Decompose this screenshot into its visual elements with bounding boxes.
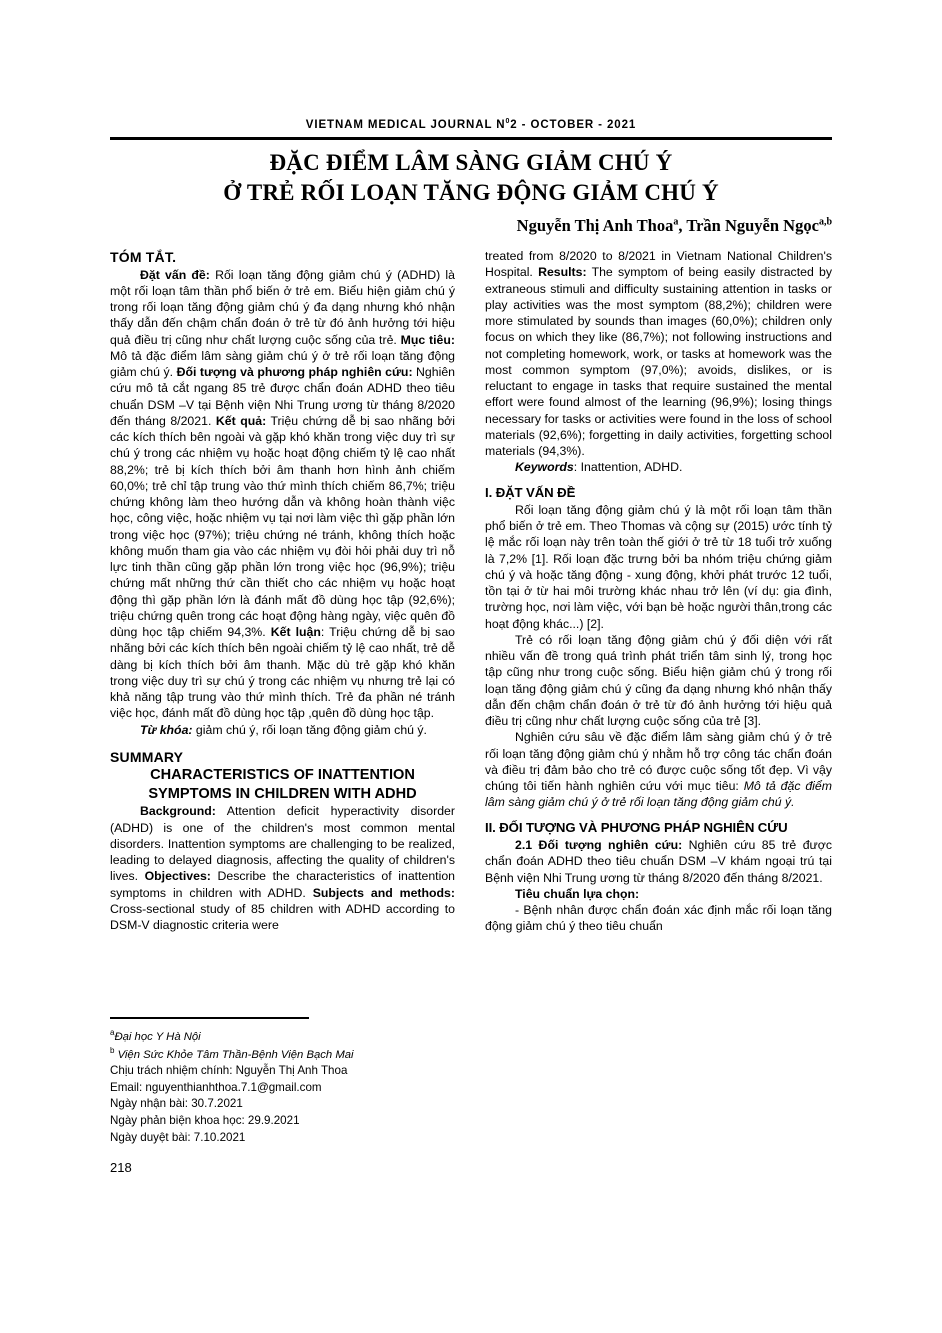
- keywords-en: [485, 459, 832, 475]
- section-2-paragraph-1: [485, 837, 832, 886]
- summary-title-line-2: SYMPTOMS IN CHILDREN WITH ADHD: [148, 785, 417, 802]
- abstract-vi-lead-conclusion: Kết luận: [270, 625, 321, 639]
- abstract-heading-vi: [110, 248, 455, 267]
- abstract-vi-text-5: : Triệu chứng dễ bị sao nhãng bởi các kích thích bên ngoài chiếm tỷ lệ cao nhất, trẻ dễ dàng bị kích thích bởi âm thanh. Mặc dù trẻ gặp khó khăn trong việc duy trì sự chú ý trong các nhiệm vụ nhưng trẻ lại có khả năng tập trung vào thứ mình thích. Trẻ đa phần né tránh việc học, đánh mất đồ dùng học tập ,quên đồ dùng học tập.: [110, 625, 455, 721]
- author-1-affiliation-marker: a: [673, 216, 679, 228]
- abstract-en-continued: [485, 248, 832, 459]
- abstract-heading-vi-text: TÓM TẮT: [110, 249, 173, 265]
- abstract-en-text-2: Describe the characteristics of inattention symptoms in children with ADHD.: [110, 869, 455, 900]
- corresponding-email: Email: nguyenthianhthoa.7.1@gmail.com: [110, 1080, 322, 1094]
- abstract-vi-text-1: Rối loạn tăng động giảm chú ý (ADHD) là một rối loạn tâm thần phổ biến ở trẻ em. Biểu hiện giảm chú ý trong rối loạn tăng động giảm chú ý đa dạng nhưng khó nhận thấy dẫn đến chậm chẩn đoán ở trẻ từ đó ảnh hưởng tới hiệu quả điều trị cũng như chất lượng cuộc sống của trẻ.: [110, 267, 455, 347]
- affiliation-b: [110, 1045, 455, 1063]
- abstract-vi-lead-objective: Mục tiêu:: [400, 332, 455, 347]
- running-head-prefix: VIETNAM MEDICAL JOURNAL N: [305, 118, 506, 131]
- page-title: [110, 148, 832, 209]
- header-divider: [110, 137, 832, 140]
- abstract-vi-text-3: Nghiên cứu mô tả cắt ngang 85 trẻ được chẩn đoán ADHD theo tiêu chuẩn DSM –V tại Bệnh viện Nhi Trung ương từ tháng 8/2020 đến tháng 8/2021.: [110, 365, 456, 428]
- section-1-objective-italic: Mô tả đặc điểm lâm sàng giảm chú ý ở trẻ rối loạn tăng động giảm chú ý.: [485, 779, 832, 810]
- title-line-2: Ở TRẺ RỐI LOẠN TĂNG ĐỘNG GIẢM CHÚ Ý: [223, 180, 719, 206]
- abstract-en-lead-results: Results:: [538, 265, 587, 280]
- abstract-heading-vi-dot: .: [172, 249, 177, 265]
- affiliation-b-text: Viện Sức Khỏe Tâm Thần-Bệnh Viện Bạch Mai: [114, 1048, 354, 1061]
- section-2-subheading-inclusion-text: Tiêu chuẩn lựa chọn:: [515, 886, 640, 901]
- section-1-paragraph-1: Rối loạn tăng động giảm chú ý là một rối loạn tâm thần phổ biến ở trẻ em. Theo Thomas và cộng sự (2015) ước tính tỷ lệ mắc rối loạn này trên toàn thế giới ở trẻ từ 18 tuổi trở xuống là 7,2% [1]. Rối loạn đặc trưng bởi ba nhóm triệu chứng giảm chú ý và hoặc tăng động - xung động, khởi phát trước 12 tuổi, tồn tại ở từ hai môi trường khác nhau trở lên (ví dụ: gia đình, trường học, nơi làm việc, với bạn bè hoặc người thân,trong các hoạt động khác...) [2].: [485, 502, 832, 631]
- section-1-paragraph-3-text: Nghiên cứu sâu về đặc điểm lâm sàng giảm chú ý ở trẻ rối loạn tăng động giảm chú ý nhằm hỗ trợ công tác chẩn đoán và điều trị đảm bảo cho trẻ có được cuộc sống tốt đẹp. Vì vậy chúng tôi tiến hành nghiên cứu với mục tiêu:: [485, 730, 832, 794]
- section-1-heading: I. ĐẶT VẤN ĐỀ: [485, 484, 576, 500]
- footnote-divider: [110, 1017, 309, 1019]
- date-reviewed: Ngày phản biện khoa học: 29.9.2021: [110, 1114, 300, 1128]
- affiliation-a-marker: a: [110, 1028, 115, 1037]
- abstract-en-paragraph: [110, 803, 455, 933]
- affiliation-b-marker: b: [110, 1046, 115, 1056]
- section-1-paragraph-2: Trẻ có rối loạn tăng động giảm chú ý đối diện với rất nhiều vấn đề trong quá trình phát triển tâm sinh lý, trong học tập cũng như trong cuộc sống. Biểu hiện giảm chú ý trong rối loạn tăng động giảm chú ý cũng đa dạng nhưng khó nhận thấy dẫn đến chậm chẩn đoán ở trẻ từ đó ảnh hưởng tới hiệu quả điều trị cũng như chất lượng cuộc sống của trẻ [3].: [485, 632, 832, 729]
- section-2-subject-label: 2.1 Đối tượng nghiên cứu:: [515, 838, 683, 853]
- summary-title-line-1: CHARACTERISTICS OF INATTENTION: [150, 767, 415, 784]
- author-separator: ,: [678, 216, 687, 235]
- corresponding-author: Chịu trách nhiệm chính: Nguyễn Thị Anh Thoa: [110, 1064, 348, 1078]
- abstract-en-lead-objectives: Objectives:: [144, 869, 211, 884]
- author-name-2: Trần Nguyễn Ngọc: [686, 216, 819, 235]
- affiliation-a: [110, 1027, 455, 1045]
- section-2-heading: II. ĐỐI TƯỢNG VÀ PHƯƠNG PHÁP NGHIÊN CỨU: [485, 819, 788, 835]
- right-column: [485, 248, 832, 935]
- abstract-vi-paragraph: [110, 267, 455, 722]
- abstract-en-results-text: The symptom of being easily distracted by extraneous stimuli and difficulty sustaining attention in tasks or play activities was the most symptom (88,2%); children were more stimulated by sounds than images (60,0%); children only focus on which they like (86,7%); not following instructions and not completing homework, work, or tasks at homework was the most common symptom (97,0%); avoids, dislikes, or is reluctant to engage in tasks that require sustained the mental effort were found almost of the learning (96,9%); losing things necessary for tasks or activities were found in the loss of school materials (92,6%); forgetting in daily activities, forgetting school materials (94,3%).: [485, 265, 832, 458]
- abstract-vi-lead-background: Đặt vấn đề:: [140, 267, 210, 282]
- author-2-affiliation-marker: a,b: [818, 216, 832, 228]
- left-column: [110, 248, 455, 933]
- summary-heading: SUMMARY: [110, 748, 184, 765]
- date-accepted: Ngày duyệt bài: 7.10.2021: [110, 1130, 246, 1144]
- abstract-vi-lead-results: Kết quả:: [215, 413, 267, 428]
- section-2-paragraph-2: - Bệnh nhân được chẩn đoán xác định mắc rối loạn tăng động giảm chú ý theo tiêu chuẩn: [485, 903, 832, 934]
- abstract-en-text-1: Attention deficit hyperactivity disorder (ADHD) is one of the children's most common mental disorders. Inattention symptoms are challenging to be realized, leading to delayed diagnosis, affecting the quality of children's lives.: [110, 804, 455, 884]
- section-1-paragraph-3: [485, 729, 832, 810]
- abstract-vi-text-4: Triệu chứng dễ bị sao nhãng bởi các kích thích bên ngoài và gặp khó khăn trong việc duy trì sự chú ý trong các nhiệm vụ hoặc hoạt động chiếm tỷ lệ cao nhất 88,2%; trẻ bị kích thích bởi âm thanh hơn hình ảnh chiếm 60,0%; trẻ chỉ tập trung vào thứ mình thích chiếm 86,7%; triệu chứng không làm theo hướng dẫn và không hoàn thành việc học, công việc, hoặc nhiệm vụ tại nơi làm việc thì gặp phần lớn trong việc học (97%); triệu chứng né tránh, không thích hoặc không muốn tham gia vào các nhiệm vụ đòi hỏi phải duy trì nỗ lực tinh thần cũng gặp phần lớn trong việc học (96,9%); triệu chứng mất những thứ cần thiết cho các nhiệm vụ hoặc hoạt động thì gặp phần lớn là đánh mất đồ dùng học tập (92,6%); triệu chứng quên trong các hoạt động hàng ngày, việc quên đồ dùng học tập chiếm 94,3%.: [110, 413, 455, 639]
- footnote-block: [110, 1027, 455, 1147]
- page-number: 218: [110, 1160, 132, 1175]
- running-head-superscript: 0: [505, 118, 511, 125]
- abstract-en-lead-background: Background:: [140, 804, 216, 819]
- date-received: Ngày nhận bài: 30.7.2021: [110, 1097, 243, 1111]
- abstract-vi-lead-methods: Đối tượng và phương pháp nghiên cứu:: [176, 365, 413, 379]
- keywords-vi: [110, 722, 455, 738]
- affiliation-a-text: Đại học Y Hà Nội: [114, 1030, 201, 1043]
- author-name-1: Nguyễn Thị Anh Thoa: [516, 216, 674, 235]
- abstract-en-text-3: Cross-sectional study of 85 children with ADHD according to DSM-V diagnostic criteria were: [110, 901, 455, 932]
- running-head: [110, 118, 832, 131]
- keywords-en-text: : Inattention, ADHD.: [573, 460, 683, 475]
- running-head-suffix: 2 - OCTOBER - 2021: [510, 118, 637, 131]
- author-line: [110, 216, 832, 236]
- abstract-vi-text-2: Mô tả đặc điểm lâm sàng giảm chú ý ở trẻ rối loạn tăng động giảm chú ý.: [110, 348, 455, 379]
- section-2-subject-text: Nghiên cứu 85 trẻ được chẩn đoán ADHD theo tiêu chuẩn DSM –V khám ngoại trú tại Bệnh viện Nhi Trung ương từ tháng 8/2020 đến tháng 8/2021.: [485, 838, 832, 885]
- section-2-subheading-inclusion: [485, 886, 832, 902]
- keywords-vi-label: Từ khóa:: [140, 722, 193, 737]
- keywords-vi-text: giảm chú ý, rối loạn tăng động giảm chú ý.: [192, 722, 427, 737]
- keywords-en-label: Keywords: [515, 460, 574, 475]
- title-line-1: ĐẶC ĐIỂM LÂM SÀNG GIẢM CHÚ Ý: [269, 150, 673, 175]
- abstract-en-text-0: treated from 8/2020 to 8/2021 in Vietnam National Children's Hospital.: [485, 249, 832, 280]
- abstract-en-lead-methods: Subjects and methods:: [312, 885, 455, 900]
